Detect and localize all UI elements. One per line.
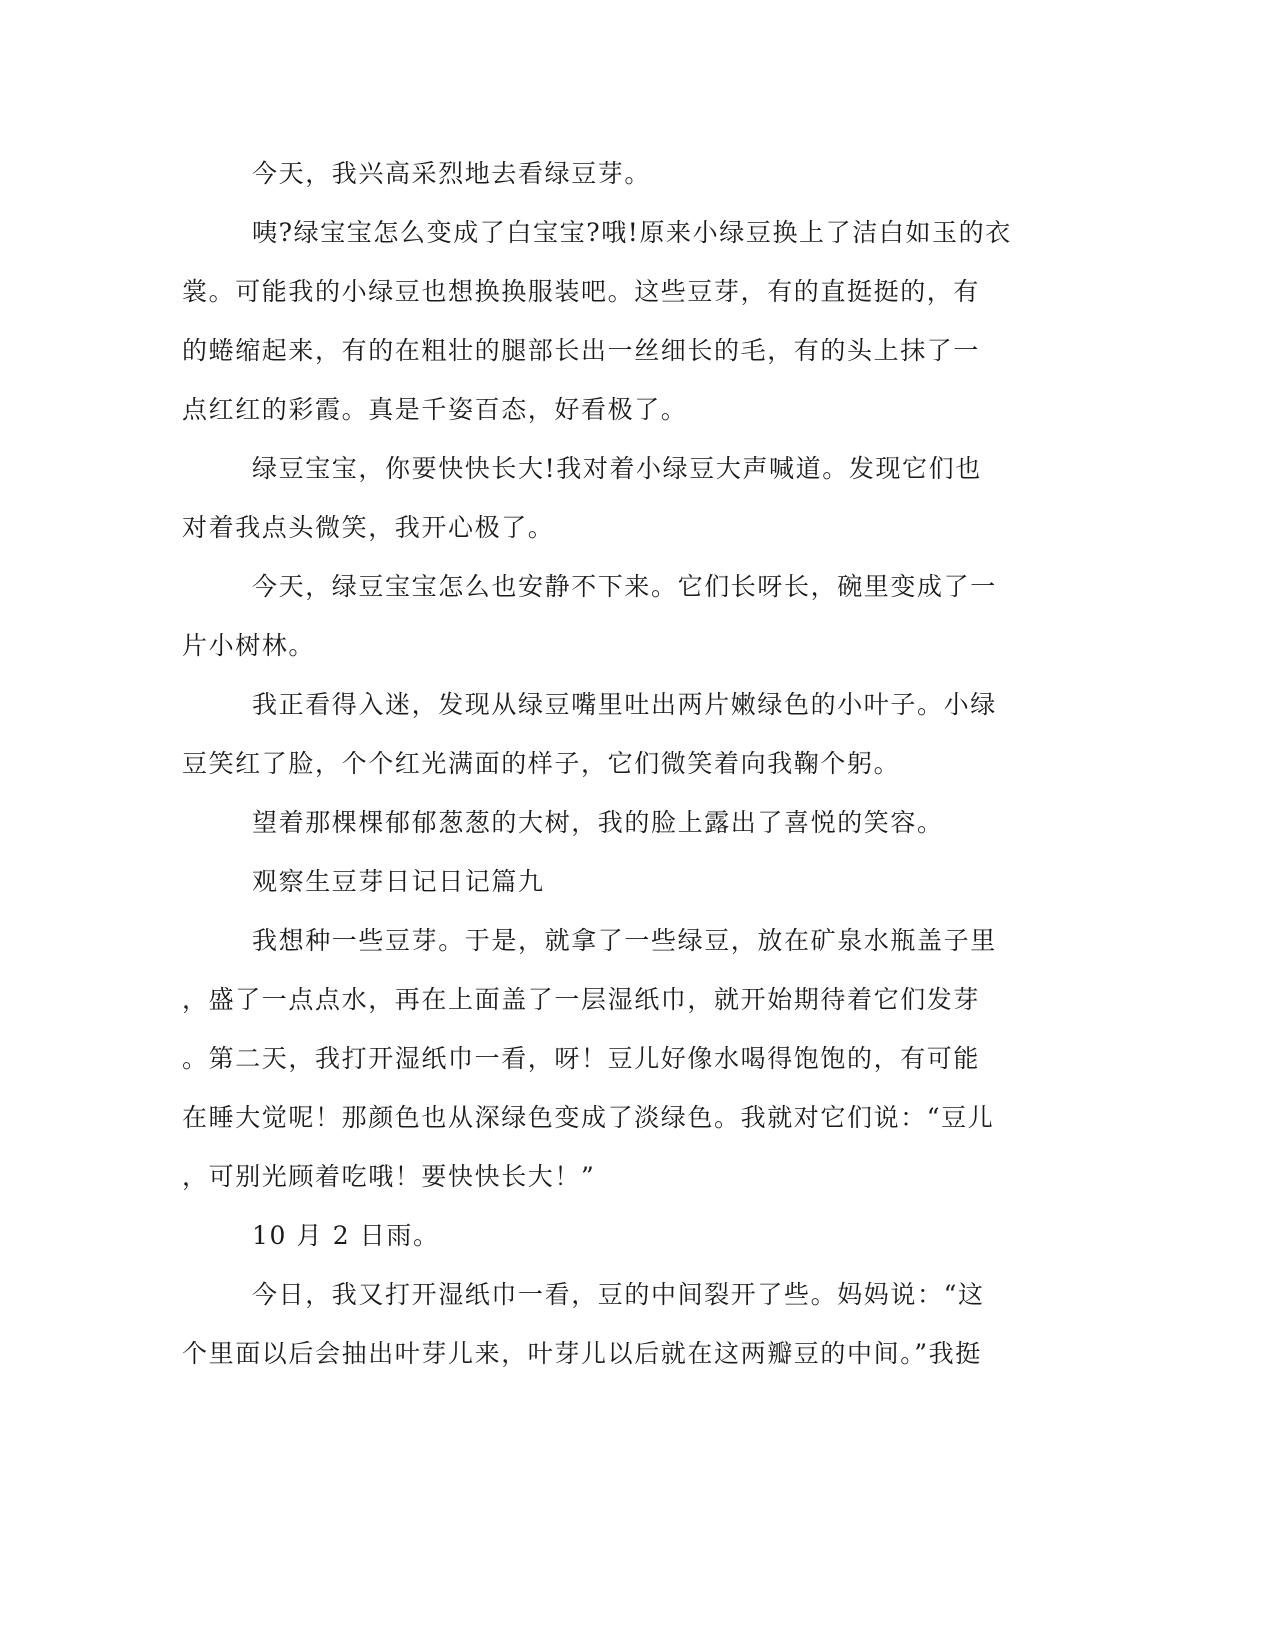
paragraph-1-line-1: 今天，我兴高采烈地去看绿豆芽。 bbox=[252, 159, 652, 188]
paragraph-2-line-2: 裳。可能我的小绿豆也想换换服装吧。这些豆芽，有的直挺挺的，有 bbox=[182, 277, 981, 306]
paragraph-8-line-2: 个里面以后会抽出叶芽儿来，叶芽儿以后就在这两瓣豆的中间。”我挺 bbox=[182, 1339, 982, 1368]
paragraph-7-line-5: ，可别光顾着吃哦！要快快长大！” bbox=[182, 1162, 596, 1191]
paragraph-6-line-1: 望着那棵棵郁郁葱葱的大树，我的脸上露出了喜悦的笑容。 bbox=[252, 808, 944, 837]
paragraph-2-line-1: 咦?绿宝宝怎么变成了白宝宝?哦!原来小绿豆换上了洁白如玉的衣 bbox=[252, 218, 1012, 247]
paragraph-7-line-4: 在睡大觉呢！那颜色也从深绿色变成了淡绿色。我就对它们说：“豆儿 bbox=[182, 1103, 995, 1132]
section-heading: 观察生豆芽日记日记篇九 bbox=[252, 867, 545, 896]
paragraph-2-line-4: 点红红的彩霞。真是千姿百态，好看极了。 bbox=[182, 395, 688, 424]
paragraph-8-line-1: 今日，我又打开湿纸巾一看，豆的中间裂开了些。妈妈说：“这 bbox=[252, 1280, 985, 1309]
paragraph-7-line-3: 。第二天，我打开湿纸巾一看，呀！豆儿好像水喝得饱饱的，有可能 bbox=[182, 1044, 981, 1073]
paragraph-4-line-1: 今天，绿豆宝宝怎么也安静不下来。它们长呀长，碗里变成了一 bbox=[252, 572, 997, 601]
paragraph-3-line-2: 对着我点头微笑，我开心极了。 bbox=[182, 513, 555, 542]
paragraph-3-line-1: 绿豆宝宝，你要快快长大!我对着小绿豆大声喊道。发现它们也 bbox=[252, 454, 982, 483]
paragraph-5-line-2: 豆笑红了脸，个个红光满面的样子，它们微笑着向我鞠个躬。 bbox=[182, 749, 901, 778]
paragraph-4-line-2: 片小树林。 bbox=[182, 631, 316, 660]
paragraph-7-line-2: ，盛了一点点水，再在上面盖了一层湿纸巾，就开始期待着它们发芽 bbox=[182, 985, 981, 1014]
paragraph-2-line-3: 的蜷缩起来，有的在粗壮的腿部长出一丝细长的毛，有的头上抹了一 bbox=[182, 336, 981, 365]
paragraph-7-line-1: 我想种一些豆芽。于是，就拿了一些绿豆，放在矿泉水瓶盖子里 bbox=[252, 926, 997, 955]
paragraph-5-line-1: 我正看得入迷，发现从绿豆嘴里吐出两片嫩绿色的小叶子。小绿 bbox=[252, 690, 997, 719]
date-line: 10 月 2 日雨。 bbox=[252, 1221, 440, 1250]
